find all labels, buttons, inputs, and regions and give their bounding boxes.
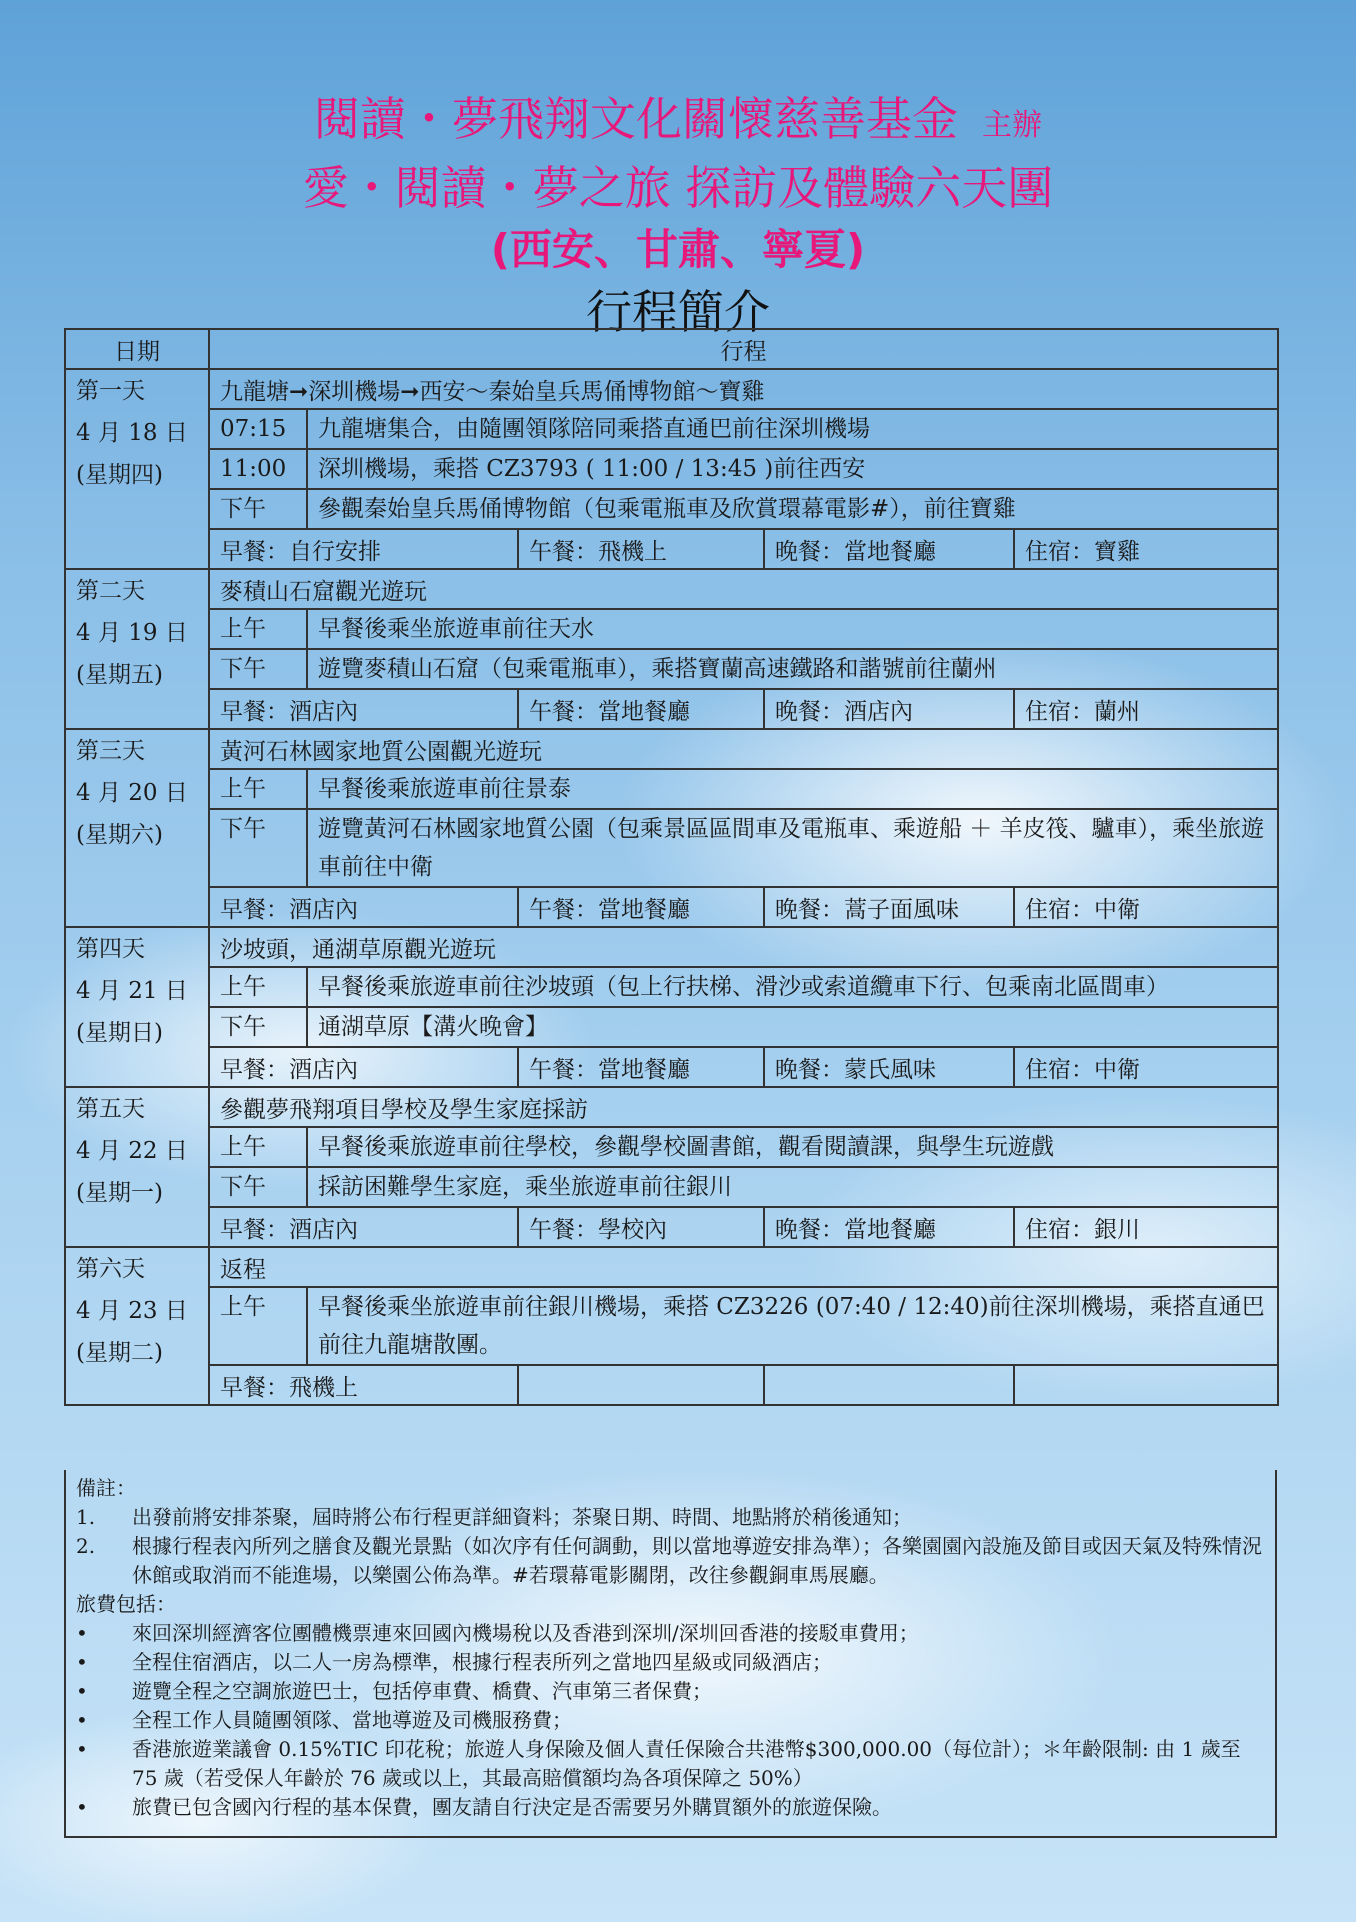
meal-dinner: 晚餐：酒店內 [764,689,1014,729]
day-title: 黃河石林國家地質公園觀光遊玩 [209,729,1278,769]
itinerary-table [64,328,1279,1406]
include-item [76,1677,1265,1706]
notes-section [64,1470,1277,1838]
schedule-text: 深圳機場，乘搭 CZ3793 ( 11:00 / 13:45 )前往西安 [307,449,1278,489]
day-title-row [65,927,1278,967]
schedule-text: 早餐後乘旅遊車前往沙坡頭（包上行扶梯、滑沙或索道纜車下行、包乘南北區間車） [307,967,1278,1007]
remarks-list [76,1503,1265,1590]
meal-dinner: 晚餐：當地餐廳 [764,1207,1014,1247]
meal-dinner: 晚餐：當地餐廳 [764,529,1014,569]
schedule-time: 下午 [209,649,307,689]
remark-item-marker: 1. [76,1505,96,1529]
day-cell [65,369,209,569]
meal-dinner: 晚餐：蒙氏風味 [764,1047,1014,1087]
organizer-line [0,88,1356,157]
schedule-text: 通湖草原【溝火晚會】 [307,1007,1278,1047]
day-title-row [65,369,1278,409]
day-weekday: (星期四) [76,462,163,488]
day-weekday: (星期日) [76,1020,163,1046]
day-label: 第三天 [76,738,145,764]
day-title-row [65,729,1278,769]
day-title: 參觀夢飛翔項目學校及學生家庭採訪 [209,1087,1278,1127]
meal-breakfast: 早餐：酒店內 [209,1207,518,1247]
accommodation: 住宿：中衛 [1014,1047,1278,1087]
accommodation [1014,1365,1278,1405]
schedule-row [65,649,1278,689]
schedule-text: 早餐後乘旅遊車前往景泰 [307,769,1278,809]
meals-row [65,1047,1278,1087]
day-title-row [65,1087,1278,1127]
day-cell [65,569,209,729]
schedule-row [65,489,1278,529]
meals-row [65,529,1278,569]
day-title-row [65,1247,1278,1287]
include-item-marker: • [76,1708,88,1732]
day-label: 第五天 [76,1096,145,1122]
day-title: 返程 [209,1247,1278,1287]
schedule-row [65,809,1278,887]
schedule-time: 下午 [209,1167,307,1207]
day-label: 第二天 [76,578,145,604]
schedule-row [65,1127,1278,1167]
schedule-row [65,609,1278,649]
remarks-title: 備註： [76,1476,136,1500]
header-date: 日期 [65,329,209,369]
meal-lunch: 午餐：飛機上 [518,529,764,569]
include-item-text: 全程住宿酒店，以二人一房為標準，根據行程表所列之當地四星級或同級酒店； [132,1650,832,1674]
meal-breakfast: 早餐：酒店內 [209,1047,518,1087]
meals-row [65,689,1278,729]
day-cell [65,927,209,1087]
day-cell [65,729,209,927]
header-itinerary: 行程 [209,329,1278,369]
remark-item-marker: 2. [76,1534,96,1558]
day-label: 第六天 [76,1256,145,1282]
schedule-text: 遊覽黃河石林國家地質公園（包乘景區區間車及電瓶車、乘遊船 ＋ 羊皮筏、驢車），乘坐旅遊車前往中衛 [307,809,1278,887]
include-item [76,1619,1265,1648]
meal-dinner [764,1365,1014,1405]
schedule-row [65,769,1278,809]
day-title-row [65,569,1278,609]
page-subtitle: 行程簡介 [586,285,770,339]
include-item-text: 來回深圳經濟客位團體機票連來回國內機場稅以及香港到深圳/深圳回香港的接駁車費用； [132,1621,919,1645]
include-item-marker: • [76,1737,88,1761]
day-weekday: (星期五) [76,662,163,688]
day-date: 4 月 18 日 [76,420,188,446]
remark-item-text: 出發前將安排茶聚，屆時將公布行程更詳細資料；茶聚日期、時間、地點將於稍後通知； [132,1505,912,1529]
day-weekday: (星期二) [76,1340,163,1366]
organizer-suffix: 主辦 [982,108,1042,143]
day-date: 4 月 19 日 [76,620,188,646]
day-label: 第四天 [76,936,145,962]
include-item [76,1735,1265,1793]
remark-item-text: 根據行程表內所列之膳食及觀光景點（如次序有任何調動，則以當地導遊安排為準）；各樂園園內設施及節目或因天氣及特殊情況休館或取消而不能進場，以樂園公佈為準。#若環幕電影關閉，改往參觀銅車馬展廳。 [132,1534,1262,1587]
include-item-marker: • [76,1679,88,1703]
table-header-row [65,329,1278,369]
include-item-text: 旅費已包含國內行程的基本保費，團友請自行決定是否需要另外購買額外的旅遊保險。 [132,1795,892,1819]
schedule-row [65,449,1278,489]
meals-row [65,1365,1278,1405]
include-item [76,1706,1265,1735]
meals-row [65,887,1278,927]
day-weekday: (星期六) [76,822,163,848]
meals-row [65,1207,1278,1247]
schedule-text: 參觀秦始皇兵馬俑博物館（包乘電瓶車及欣賞環幕電影#），前往寶雞 [307,489,1278,529]
day-cell [65,1087,209,1247]
schedule-row [65,1167,1278,1207]
schedule-row [65,409,1278,449]
meal-lunch: 午餐：當地餐廳 [518,689,764,729]
meal-lunch [518,1365,764,1405]
meal-lunch: 午餐：當地餐廳 [518,1047,764,1087]
include-item-marker: • [76,1621,88,1645]
tour-name: 愛・閱讀・夢之旅 探訪及體驗六天團 [302,161,1054,215]
schedule-row [65,967,1278,1007]
remark-item [76,1532,1265,1590]
include-item [76,1648,1265,1677]
accommodation: 住宿：中衛 [1014,887,1278,927]
day-date: 4 月 22 日 [76,1138,188,1164]
day-title: 九龍塘➞深圳機場➞西安～秦始皇兵馬俑博物館～寶雞 [209,369,1278,409]
includes-title: 旅費包括： [76,1592,176,1616]
day-label: 第一天 [76,378,145,404]
schedule-time: 上午 [209,609,307,649]
schedule-row [65,1007,1278,1047]
meal-lunch: 午餐：學校內 [518,1207,764,1247]
accommodation: 住宿：銀川 [1014,1207,1278,1247]
schedule-time: 下午 [209,1007,307,1047]
includes-list [76,1619,1265,1822]
meal-breakfast: 早餐：酒店內 [209,887,518,927]
schedule-time: 上午 [209,967,307,1007]
remark-item [76,1503,1265,1532]
day-date: 4 月 23 日 [76,1298,188,1324]
include-item-marker: • [76,1795,88,1819]
meal-breakfast: 早餐：飛機上 [209,1365,518,1405]
schedule-time: 下午 [209,489,307,529]
day-weekday: (星期一) [76,1180,163,1206]
schedule-text: 九龍塘集合，由隨團領隊陪同乘搭直通巴前往深圳機場 [307,409,1278,449]
schedule-time: 下午 [209,809,307,887]
include-item-text: 遊覽全程之空調旅遊巴士，包括停車費、橋費、汽車第三者保費； [132,1679,712,1703]
schedule-text: 早餐後乘坐旅遊車前往天水 [307,609,1278,649]
accommodation: 住宿：蘭州 [1014,689,1278,729]
day-date: 4 月 21 日 [76,978,188,1004]
title-block [0,88,1356,343]
day-title: 麥積山石窟觀光遊玩 [209,569,1278,609]
schedule-text: 採訪困難學生家庭，乘坐旅遊車前往銀川 [307,1167,1278,1207]
schedule-text: 早餐後乘坐旅遊車前往銀川機場，乘搭 CZ3226 (07:40 / 12:40)前往深圳機場，乘搭直通巴前往九龍塘散團。 [307,1287,1278,1365]
include-item-text: 全程工作人員隨團領隊、當地導遊及司機服務費； [132,1708,572,1732]
accommodation: 住宿：寶雞 [1014,529,1278,569]
day-cell [65,1247,209,1405]
meal-lunch: 午餐：當地餐廳 [518,887,764,927]
include-item [76,1793,1265,1822]
day-date: 4 月 20 日 [76,780,188,806]
organizer-name: 閱讀・夢飛翔文化關懷慈善基金 [314,92,958,146]
day-title: 沙坡頭，通湖草原觀光遊玩 [209,927,1278,967]
meal-breakfast: 早餐：酒店內 [209,689,518,729]
tour-regions: (西安、甘肅、寧夏) [490,225,866,274]
schedule-time: 07:15 [209,409,307,449]
schedule-text: 遊覽麥積山石窟（包乘電瓶車），乘搭寶蘭高速鐵路和諧號前往蘭州 [307,649,1278,689]
schedule-time: 上午 [209,1287,307,1365]
schedule-time: 上午 [209,1127,307,1167]
schedule-text: 早餐後乘旅遊車前往學校，參觀學校圖書館，觀看閱讀課，與學生玩遊戲 [307,1127,1278,1167]
meal-dinner: 晚餐：蒿子面風味 [764,887,1014,927]
include-item-text: 香港旅遊業議會 0.15%TIC 印花稅；旅遊人身保險及個人責任保險合共港幣$300,000.00（每位計）；＊年齡限制: 由 1 歲至 75 歲（若受保人年齡於 76 歲或以上，其最高賠償額均為各項保障之 50%） [132,1737,1241,1790]
meal-breakfast: 早餐：自行安排 [209,529,518,569]
schedule-time: 上午 [209,769,307,809]
schedule-row [65,1287,1278,1365]
include-item-marker: • [76,1650,88,1674]
schedule-time: 11:00 [209,449,307,489]
